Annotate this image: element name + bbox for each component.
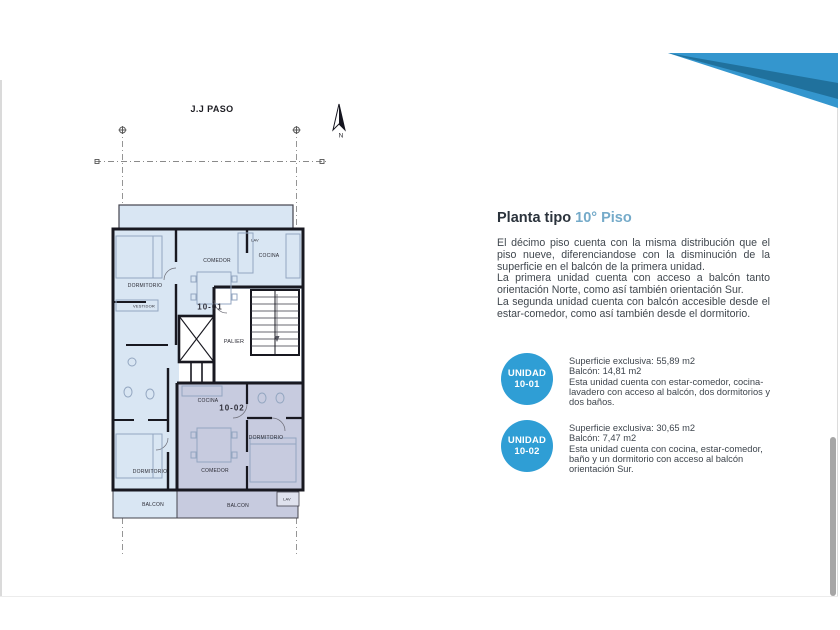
unit-details-10-02	[569, 423, 777, 474]
paragraph-2: La primera unidad cuenta con acceso a balcón tanto orientación Norte, como así también orientación Sur.	[497, 272, 770, 297]
page-title-main: Planta tipo	[497, 210, 572, 226]
unit-description: Esta unidad cuenta con estar-comedor, cocina-lavadero con acceso al balcón, dos dormitorios y dos baños.	[569, 376, 771, 408]
description-paragraphs	[497, 238, 770, 321]
page-title-accent: 10° Piso	[575, 210, 632, 226]
room-label-balcon-1: BALCON	[142, 502, 164, 508]
unit-balcony: Balcón: 7,47 m2	[569, 433, 637, 444]
room-label-vestidor: VESTIDOR	[132, 303, 156, 309]
unit-number-10-01: 10-01	[197, 302, 223, 312]
stairs	[251, 290, 299, 355]
unit-area: Superficie exclusiva: 55,89 m2	[569, 356, 696, 366]
paragraph-1: El décimo piso cuenta con la misma distribución que el piso nueve, diferenciandose con la disminución de la superficie en el balcón de la primera unidad.	[497, 237, 770, 273]
unit-badge-number: 10-02	[514, 446, 540, 457]
unit-area: Superficie exclusiva: 30,65 m2	[569, 423, 696, 433]
room-label-comedor-1: COMEDOR	[203, 258, 231, 264]
unit-details-10-01	[569, 356, 777, 407]
unit-badge-label: UNIDAD	[507, 368, 547, 379]
room-label-palier: PALIER	[223, 339, 245, 345]
paragraph-3: La segunda unidad cuenta con balcón accesible desde el estar-comedor, como así también desde el dormitorio.	[497, 295, 770, 320]
axis-markers	[95, 126, 324, 164]
page-title	[497, 210, 632, 226]
corner-ribbon-icon	[668, 53, 838, 108]
unit-number-10-02: 10-02	[219, 403, 245, 413]
unit-balcony: Balcón: 14,81 m2	[569, 366, 642, 377]
room-label-lav-1: LAV	[251, 237, 259, 243]
unit-badge-10-02	[501, 420, 553, 472]
north-arrow-icon	[333, 104, 345, 130]
unit-badge-label: UNIDAD	[507, 435, 547, 446]
unit-description: Esta unidad cuenta con cocina, estar-comedor, baño y un dormitorio con acceso al balcón orientación Sur.	[569, 443, 763, 475]
unit-badge-10-01	[501, 353, 553, 405]
room-label-comedor-2: COMEDOR	[201, 468, 229, 474]
room-label-cocina-2: COCINA	[197, 398, 219, 404]
room-label-lav-2: LAV	[283, 496, 291, 502]
room-label-dormitorio-3: DORMITORIO	[132, 469, 168, 475]
room-label-balcon-2: BALCON	[227, 503, 249, 509]
room-label-dormitorio-2: DORMITORIO	[248, 435, 284, 441]
room-label-dormitorio-1: DORMITORIO	[127, 283, 163, 289]
street-label: J.J PASO	[190, 104, 234, 114]
room-label-cocina-1: COCINA	[258, 253, 280, 259]
unit-badge-number: 10-01	[514, 379, 540, 390]
north-letter: N	[338, 132, 344, 140]
